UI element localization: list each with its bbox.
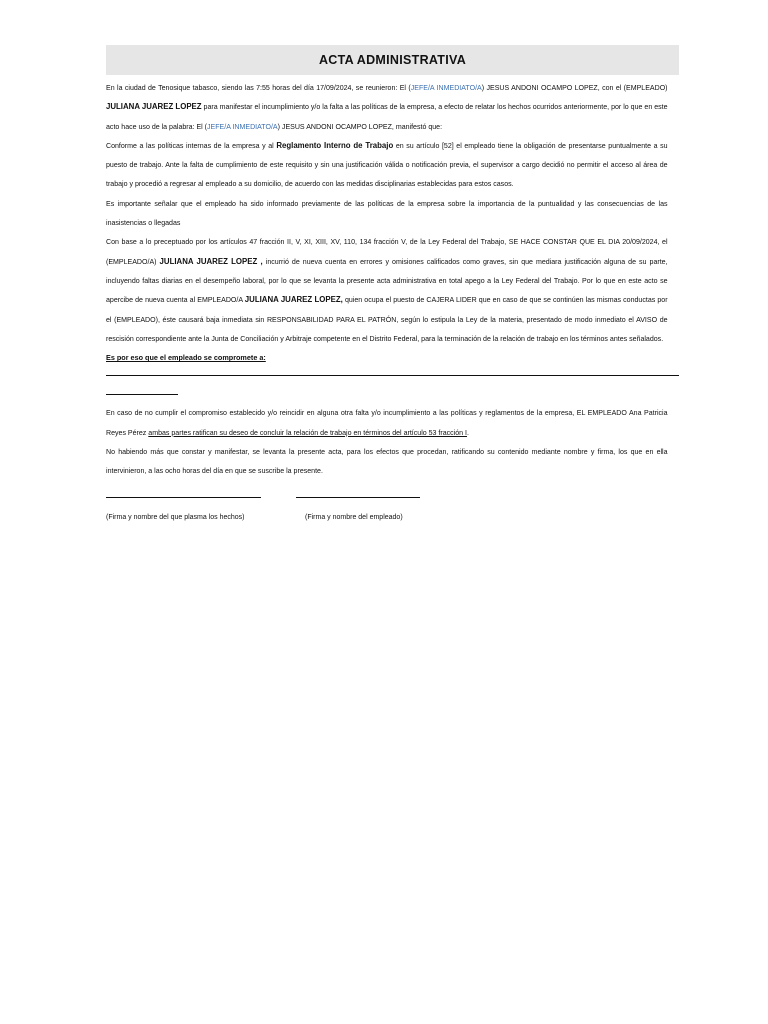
text-span: Conforme a las políticas internas de la empresa y al	[106, 140, 277, 150]
text-span: quien ocupa el puesto de CAJERA LIDER que en caso de que se continúen las mismas conductas por el (EMPLEADO), éste causará baja inmediata sin RESPONSABILIDAD PARA EL PATRÓN, según lo estipula la Ley de la materia, presentado de modo inmediato el AVISO de rescisión correspondiente ante la Junta de Conciliación y Arbitraje competente en el Distrito Federal, para la terminación de la relación de trabajo en los términos antes señalados.	[106, 295, 668, 343]
employee-name: JULIANA JUAREZ LOPEZ ,	[159, 256, 263, 266]
paragraph-policy	[106, 136, 668, 194]
paragraph-legal-basis	[106, 232, 668, 348]
signature-caption-right: (Firma y nombre del empleado)	[305, 513, 403, 521]
text-span: ) JESUS ANDONI OCAMPO LOPEZ, manifestó que:	[277, 121, 443, 131]
employee-name: JULIANA JUAREZ LOPEZ,	[244, 295, 343, 305]
signature-caption-left: (Firma y nombre del que plasma los hechos)	[106, 513, 245, 521]
role-supervisor: JEFE/A INMEDIATO/A	[207, 121, 278, 131]
signature-block	[106, 489, 679, 529]
paragraph-closing: No habiendo más que constar y manifestar, se levanta la presente acta, para los efectos que procedan, ratificando su contenido mediante nombre y firma, los que en ella intervinieron, a las ocho horas del día en que se suscribe la presente.	[106, 447, 668, 476]
text-span: en su artículo [52] el empleado tiene la obligación de presentarse puntualmente a su puesto de trabajo. Ante la falta de cumplimiento de este requisito y sin una justificación válida o notificación previa, el supervisor a cargo decidió no permitir el acceso al área de trabajo y procedió a regresar al empleado a su domicilio, de acuerdo con las medidas disciplinarias establecidas para estos casos.	[106, 140, 668, 189]
commitment-heading: Es por eso que el empleado se compromete a:	[106, 353, 266, 363]
role-supervisor: JEFE/A INMEDIATO/A	[410, 83, 482, 92]
paragraph-intro	[106, 78, 668, 136]
ratification-clause: ambas partes ratifican su deseo de concluir la relación de trabajo en términos del artículo 53 fracción I	[148, 427, 468, 437]
commitment-blank-line	[106, 375, 679, 376]
document-page	[106, 45, 679, 529]
text-span: .	[467, 427, 469, 437]
signature-line-right	[296, 497, 420, 498]
regulation-name: Reglamento Interno de Trabajo	[276, 140, 394, 150]
paragraph-noncompliance	[106, 403, 668, 442]
document-title: ACTA ADMINISTRATIVA	[106, 45, 679, 75]
text-span: para manifestar el incumplimiento y/o la falta a las políticas de la empresa, a efecto de relatar los hechos ocurridos anteriormente, por lo que en este acto hace uso de la palabra: El (	[106, 102, 668, 131]
paragraph-informed: Es importante señalar que el empleado ha sido informado previamente de las políticas de la empresa sobre la importancia de la puntualidad y las consecuencias de las inasistencias o llegadas	[106, 198, 668, 228]
employee-name: JULIANA JUAREZ LOPEZ	[106, 102, 202, 112]
text-span: En la ciudad de Tenosique tabasco, siendo las 7:55 horas del día 17/09/2024, se reunieron: El (	[106, 83, 411, 92]
signature-line-left	[106, 497, 261, 498]
text-span: incurrió de nueva cuenta en errores y omisiones calificados como graves, sin que mediara justificación alguna de su parte, incluyendo faltas diarias en el desempeño laboral, por lo que se levanta la presente acta administrativa en total apego a la Ley Federal del Trabajo. Por lo que en este acto se apercibe de nueva cuenta al EMPLEADO/A	[106, 256, 668, 305]
text-span: ) JESUS ANDONI OCAMPO LOPEZ, con el (EMPLEADO)	[481, 83, 668, 92]
text-span: Con base a lo preceptuado por los artículos 47 fracción II, V, XI, XIII, XV, 110, 134 fracción V, de la Ley Federal del Trabajo, SE HACE CONSTAR QUE EL DIA 20/09/2024, el (EMPLEADO/A)	[106, 237, 668, 266]
text-span: En caso de no cumplir el compromiso establecido y/o reincidir en alguna otra falta y/o incumplimiento a las políticas y reglamentos de la empresa, EL EMPLEADO Ana Patricia Reyes Pérez	[106, 408, 668, 437]
